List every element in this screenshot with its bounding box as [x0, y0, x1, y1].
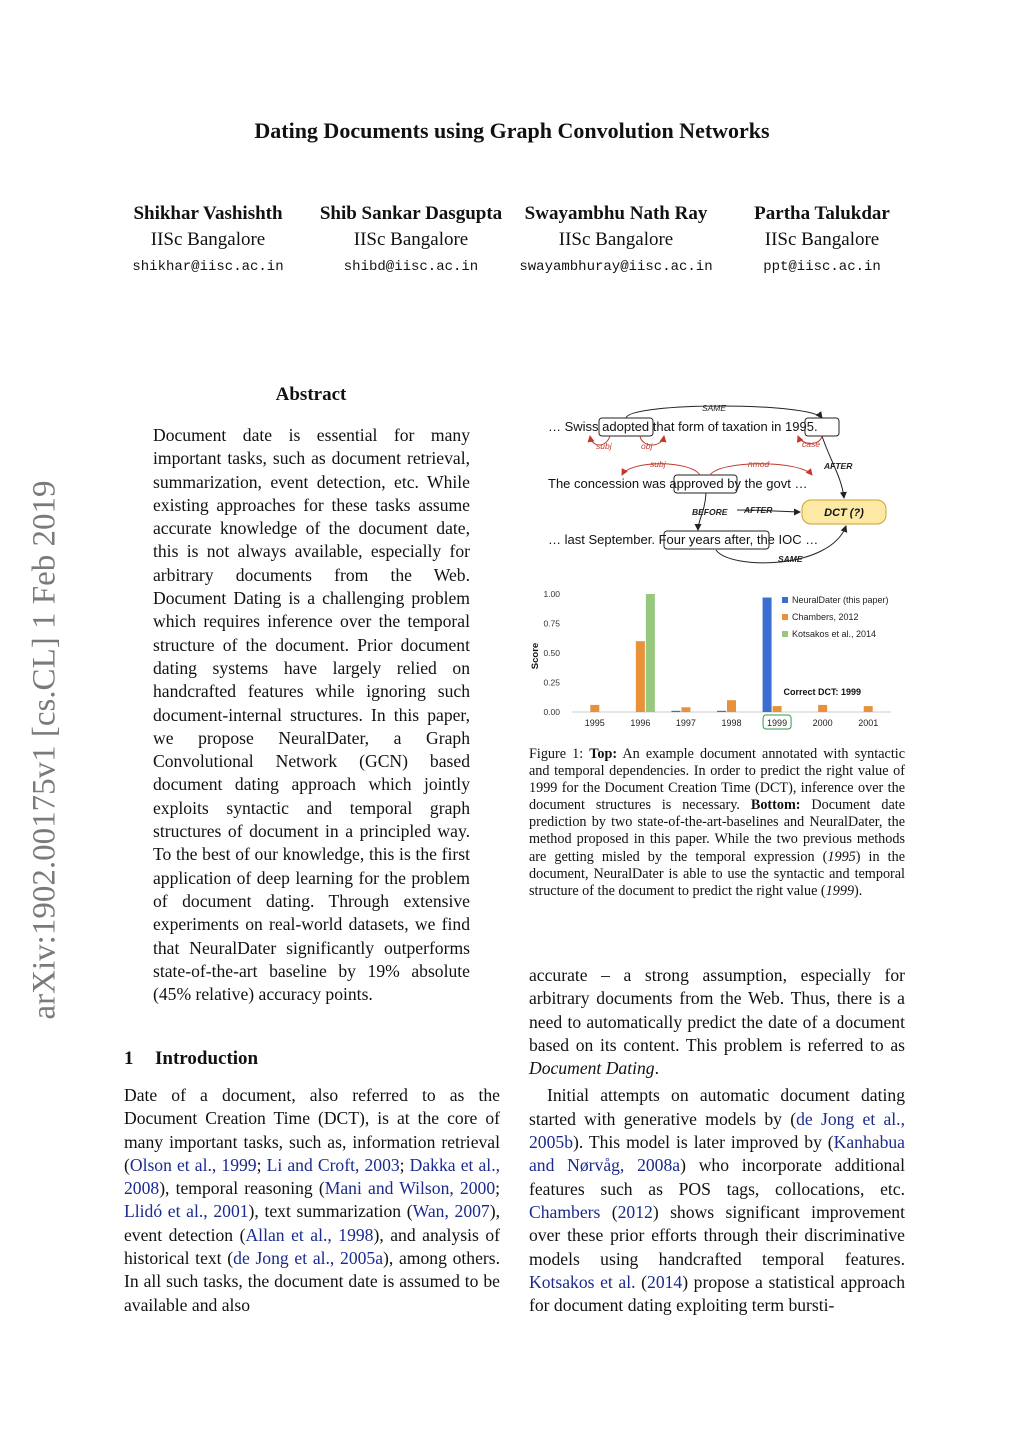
citation-link[interactable]: Wan, 2007: [412, 1201, 490, 1222]
citation-link[interactable]: Llidó et al., 2001: [124, 1201, 249, 1222]
legend-swatch: [782, 597, 788, 603]
emphasis: Document Dating: [529, 1058, 655, 1079]
bar-2000-1: [818, 705, 827, 712]
author-name: Shikhar Vashishth: [133, 203, 283, 224]
bar-1999-1: [773, 706, 782, 712]
x-tick-label: 1997: [675, 718, 696, 728]
paper-title: Dating Documents using Graph Convolution Networks: [254, 118, 770, 143]
label-subj-1: subj: [596, 441, 612, 451]
citation-link[interactable]: 2012: [617, 1201, 653, 1222]
section-heading: [124, 1048, 258, 1070]
text-run: ) shows significant improvement over these prior efforts through their discriminative models using handcrafted temporal features.: [529, 1201, 905, 1269]
bar-1995-1: [590, 705, 599, 712]
diagram-sentence-2: The concession was approved by the govt …: [548, 476, 808, 491]
bar-1996-2: [646, 594, 655, 712]
section-title: Introduction: [155, 1048, 259, 1069]
label-subj-2: subj: [650, 459, 666, 469]
legend-entry: Chambers, 2012: [792, 612, 859, 622]
text-run: ) in the document, NeuralDater is able to use the syntactic and temporal structure of the document to predict the right value (: [529, 848, 905, 899]
citation-link[interactable]: Allan et al., 1998: [245, 1224, 374, 1245]
arxiv-id: arXiv:1902.00175v1 [cs.CL] 1 Feb 2019: [26, 480, 63, 1020]
x-tick-label: 1995: [584, 718, 605, 728]
legend-entry: Kotsakos et al., 2014: [792, 629, 877, 639]
author-3: [514, 203, 718, 275]
label-same-top: SAME: [701, 403, 727, 413]
dct-label: DCT (?): [824, 507, 864, 519]
diagram-sentence-1: … Swiss adopted that form of taxation in 1995.: [548, 419, 818, 434]
text-run: ).: [854, 882, 863, 899]
citation-link[interactable]: de Jong et al., 2005a: [233, 1248, 384, 1269]
text-run: (: [635, 1271, 648, 1292]
chart-y-label: Score: [530, 642, 541, 670]
text-run: ;: [256, 1154, 267, 1175]
label-nmod: nmod: [748, 459, 770, 469]
y-tick-label: 1.00: [543, 589, 560, 599]
dependency-diagram: [530, 398, 910, 570]
author-4: [732, 203, 912, 275]
label-obj: obj: [641, 441, 653, 451]
author-email: shibd@iisc.ac.in: [343, 259, 479, 275]
x-tick-label: 1998: [721, 718, 742, 728]
caption-emphasis: 1999: [825, 882, 855, 899]
y-tick-label: 0.75: [543, 618, 560, 629]
abstract-text: Document date is essential for many important tasks, such as document retrieval, summarization, event detection, etc. While existing approaches for these tasks assume accurate knowledge of the document date, this is not always available, especially for arbitrary documents from the Web. Document Dating is a challenging problem which requires inference over the temporal structure of the document. Prior document dating systems have largely relied on handcrafted features while ignoring such document-internal structures. In this paper, we propose NeuralDater, a Graph Convolutional Network (GCN) based document dating approach which jointly exploits syntactic and temporal graph structures of document in a principled way. To the best of our knowledge, this is the first application of deep learning for the problem of document dating. Through extensive experiments on real-world datasets, we find that NeuralDater significantly outperforms state-of-the-art baseline by 19% absolute (45% relative) accuracy points.: [153, 425, 470, 1005]
right-column-text: [529, 964, 905, 1317]
author-name: Swayambhu Nath Ray: [524, 203, 708, 224]
x-tick-label: 2000: [812, 718, 833, 728]
citation-link[interactable]: Mani and Wilson, 2000: [324, 1178, 496, 1199]
bar-1998-1: [727, 700, 736, 712]
text-run: ), temporal reasoning (: [159, 1178, 325, 1199]
citation-link[interactable]: Dakka et al., 2008: [124, 1154, 500, 1199]
diagram-sentence-3: … last September. Four years after, the IOC …: [548, 532, 819, 547]
caption-label: Figure 1:: [529, 746, 590, 762]
label-after-2: AFTER: [744, 505, 773, 515]
score-bar-chart: [526, 584, 906, 734]
text-run: ). This model is later improved by (: [572, 1132, 834, 1153]
text-run: (: [600, 1201, 618, 1222]
text-run: ) propose a statistical approach for document dating exploiting term bursti-: [529, 1271, 905, 1316]
text-run: ), among others. In all such tasks, the document date is assumed to be available and also: [124, 1248, 500, 1315]
text-run: Date of a document, also referred to as the Document Creation Time (DCT), is at the core of many important tasks, such as, information retrieval (: [124, 1085, 500, 1175]
label-case: case: [802, 439, 820, 449]
citation-link[interactable]: Olson et al., 1999: [129, 1154, 257, 1175]
author-1: [108, 203, 308, 275]
label-before: BEFORE: [692, 507, 728, 517]
author-email: swayambhuray@iisc.ac.in: [519, 259, 713, 275]
text-run: .: [654, 1058, 659, 1079]
label-same-bottom: SAME: [778, 554, 803, 564]
bar-2001-1: [864, 706, 873, 712]
bar-1999-0: [763, 598, 772, 712]
x-tick-label: 1996: [630, 718, 651, 728]
legend-swatch: [782, 614, 788, 620]
paragraph: [529, 1084, 905, 1317]
author-email: ppt@iisc.ac.in: [763, 259, 881, 275]
intro-paragraph: [124, 1084, 500, 1317]
bar-1997-0: [671, 711, 680, 712]
text-run: Initial attempts on automatic document dating started with generative models by (: [529, 1085, 905, 1129]
text-run: ), and analysis of historical text (: [124, 1224, 500, 1269]
text-run: ), event detection (: [124, 1201, 500, 1245]
text-run: Document date prediction by two state-of-the-art-baselines and NeuralDater, the method proposed in this paper. While the two previous methods are getting misled by the temporal expression (: [529, 797, 905, 865]
text-run: ;: [399, 1154, 410, 1175]
figure-caption: [529, 746, 905, 900]
text-run: An example document annotated with syntactic and temporal dependencies. In order to predict the right value of 1999 for the Document Creation Time (DCT), inference over the document structures is necessary.: [529, 746, 905, 814]
bar-1996-1: [636, 641, 645, 712]
author-2: [306, 203, 516, 275]
author-affiliation: IISc Bangalore: [150, 229, 266, 250]
abstract-heading: Abstract: [275, 384, 347, 405]
correct-dct-annotation: Correct DCT: 1999: [783, 687, 861, 697]
legend-swatch: [782, 631, 788, 637]
paragraph: [529, 964, 905, 1080]
legend-entry: NeuralDater (this paper): [792, 595, 889, 605]
y-tick-label: 0.25: [543, 677, 560, 688]
author-affiliation: IISc Bangalore: [764, 229, 880, 250]
label-after-1: AFTER: [824, 461, 853, 471]
bar-1998-0: [717, 711, 726, 712]
caption-emphasis: 1995: [827, 848, 856, 865]
text-run: ), text summarization (: [248, 1201, 413, 1222]
citation-link[interactable]: de Jong et al., 2005b: [529, 1108, 905, 1153]
citation-link[interactable]: Kanhabua and Nørvåg, 2008a: [529, 1132, 905, 1176]
author-affiliation: IISc Bangalore: [558, 229, 674, 250]
y-tick-label: 0.50: [543, 648, 560, 658]
bar-1997-1: [681, 707, 690, 712]
x-tick-label: 2001: [858, 718, 879, 728]
caption-top-label: Top:: [589, 746, 618, 762]
citation-link[interactable]: Li and Croft, 2003: [266, 1154, 400, 1175]
text-run: accurate – a strong assumption, especially for arbitrary documents from the Web. Thus, there is a need to automatically predict the date of a document based on its content. This problem is referred to as: [529, 965, 905, 1055]
text-run: ;: [495, 1178, 501, 1199]
y-tick-label: 0.00: [543, 707, 560, 717]
caption-bottom-label: Bottom:: [750, 797, 801, 814]
arxiv-sidebar: [14, 455, 76, 1045]
author-affiliation: IISc Bangalore: [353, 229, 469, 250]
citation-link[interactable]: Kotsakos et al.: [529, 1271, 636, 1292]
citation-link[interactable]: 2014: [647, 1271, 683, 1292]
author-name: Partha Talukdar: [754, 203, 890, 224]
text-run: ) who incorporate additional features such as POS tags, collocations, etc.: [529, 1155, 906, 1199]
author-email: shikhar@iisc.ac.in: [132, 259, 284, 275]
author-name: Shib Sankar Dasgupta: [319, 203, 503, 224]
citation-link[interactable]: Chambers: [529, 1201, 601, 1222]
x-tick-label: 1999: [767, 718, 788, 728]
section-number: 1: [124, 1048, 134, 1069]
